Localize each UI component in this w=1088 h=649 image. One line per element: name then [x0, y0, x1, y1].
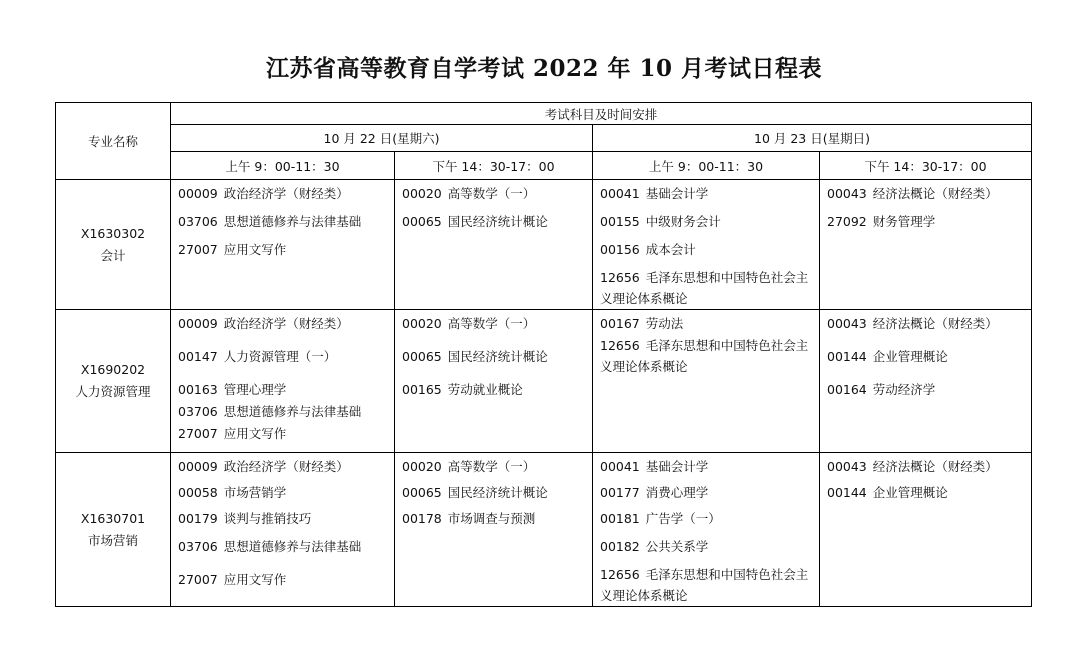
course-item: 00182 公共关系学	[600, 539, 709, 554]
course-item: 00065 国民经济统计概论	[402, 214, 548, 229]
course-item: 00009 政治经济学（财经类）	[178, 459, 349, 474]
course-item: 00009 政治经济学（财经类）	[178, 316, 349, 331]
course-cell	[395, 310, 593, 453]
course-item: 00181 广告学（一）	[600, 511, 721, 526]
course-item: 27007 应用文写作	[178, 426, 287, 441]
course-item: 00179 谈判与推销技巧	[178, 511, 312, 526]
course-item: 00058 市场营销学	[178, 485, 287, 500]
course-item: 00177 消费心理学	[600, 485, 709, 500]
course-item: 03706 思想道德修养与法律基础	[178, 404, 362, 419]
course-cell	[820, 310, 1032, 453]
course-item: 00065 国民经济统计概论	[402, 349, 548, 364]
major-name: 人力资源管理	[75, 384, 151, 399]
major-code: X1630701	[80, 510, 146, 526]
course-cell	[171, 180, 395, 310]
course-item: 00163 管理心理学	[178, 382, 287, 397]
day1-morning-header: 上午 9：00-11：30	[171, 152, 395, 180]
course-cell	[171, 453, 395, 607]
course-item: 00043 经济法概论（财经类）	[827, 316, 998, 331]
course-item: 27007 应用文写作	[178, 242, 287, 257]
course-cell	[820, 180, 1032, 310]
major-name: 会计	[100, 247, 126, 263]
course-item: 12656 毛泽东思想和中国特色社会主义理论体系概论	[600, 270, 809, 306]
day2-morning-header: 上午 9：00-11：30	[593, 152, 820, 180]
course-cell	[820, 453, 1032, 607]
schedule-header: 考试科目及时间安排	[171, 103, 1032, 125]
course-item: 00020 高等数学（一）	[402, 316, 536, 331]
course-item: 00155 中级财务会计	[600, 214, 721, 229]
day1-afternoon-header: 下午 14：30-17：00	[395, 152, 593, 180]
day1-header: 10 月 22 日(星期六)	[171, 125, 593, 152]
course-item: 00043 经济法概论（财经类）	[827, 186, 998, 201]
course-cell	[395, 453, 593, 607]
course-item: 03706 思想道德修养与法律基础	[178, 539, 362, 554]
major-cell	[56, 310, 171, 453]
major-column-header: 专业名称	[56, 103, 171, 180]
course-item: 03706 思想道德修养与法律基础	[178, 214, 362, 229]
major-cell	[56, 180, 171, 310]
course-item: 00041 基础会计学	[600, 186, 709, 201]
course-item: 00156 成本会计	[600, 242, 696, 257]
major-code: X1630302	[80, 225, 146, 241]
course-cell	[395, 180, 593, 310]
course-item: 00147 人力资源管理（一）	[178, 349, 337, 364]
course-item: 00165 劳动就业概论	[402, 382, 523, 397]
course-item: 00144 企业管理概论	[827, 485, 948, 500]
major-cell	[56, 453, 171, 607]
table-row	[56, 453, 1032, 607]
course-item: 00065 国民经济统计概论	[402, 485, 548, 500]
course-item: 12656 毛泽东思想和中国特色社会主义理论体系概论	[600, 567, 809, 603]
major-name: 市场营销	[87, 532, 138, 548]
course-item: 00009 政治经济学（财经类）	[178, 186, 349, 201]
page-title: 江苏省高等教育自学考试 2022 年 10 月考试日程表	[265, 55, 823, 82]
course-item: 27007 应用文写作	[178, 572, 287, 587]
course-cell	[593, 453, 820, 607]
day2-afternoon-header: 下午 14：30-17：00	[820, 152, 1032, 180]
course-item: 27092 财务管理学	[827, 214, 936, 229]
course-item: 00178 市场调查与预测	[402, 511, 536, 526]
course-item: 12656 毛泽东思想和中国特色社会主义理论体系概论	[600, 338, 809, 374]
course-cell	[593, 310, 820, 453]
course-item: 00164 劳动经济学	[827, 382, 936, 397]
course-item: 00144 企业管理概论	[827, 349, 948, 364]
course-item: 00043 经济法概论（财经类）	[827, 459, 998, 474]
course-item: 00167 劳动法	[600, 316, 684, 331]
major-code: X1690202	[80, 362, 146, 377]
course-cell	[593, 180, 820, 310]
table-row	[56, 310, 1032, 453]
course-item: 00041 基础会计学	[600, 459, 709, 474]
table-row	[56, 180, 1032, 310]
course-cell	[171, 310, 395, 453]
exam-schedule-table	[55, 102, 1032, 607]
course-item: 00020 高等数学（一）	[402, 459, 536, 474]
course-item: 00020 高等数学（一）	[402, 186, 536, 201]
day2-header: 10 月 23 日(星期日)	[593, 125, 1032, 152]
